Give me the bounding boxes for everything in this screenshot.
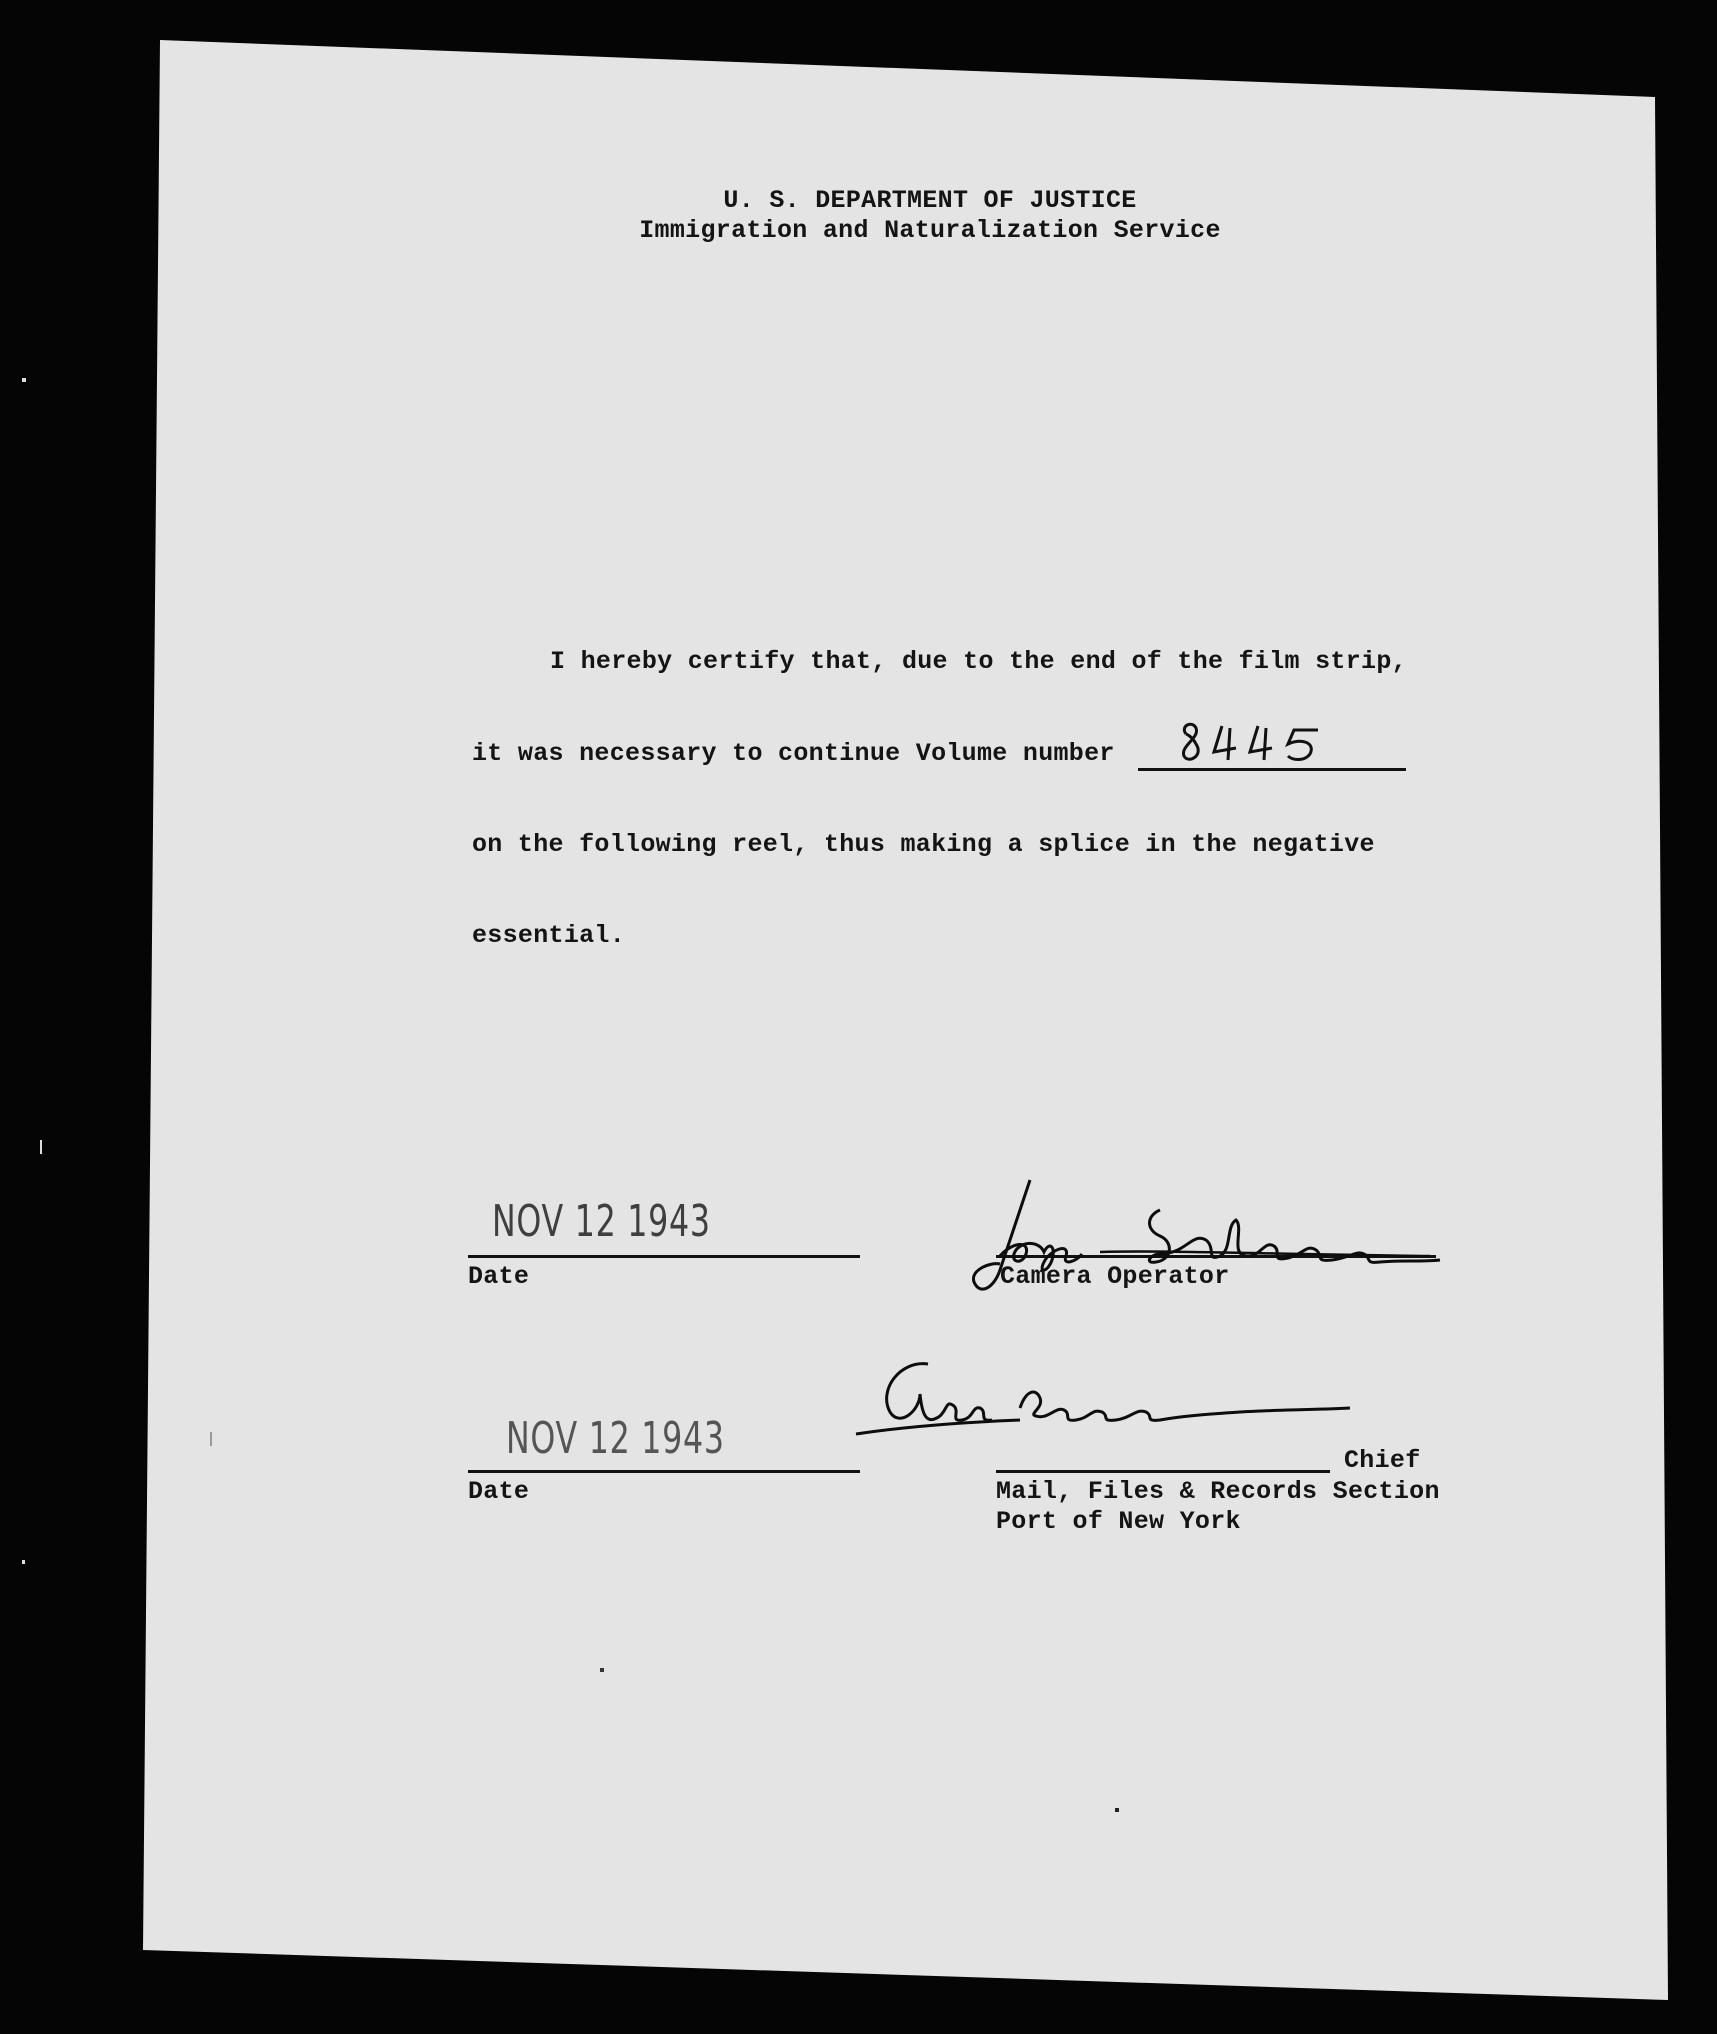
scan-artifact <box>210 1432 212 1446</box>
date-label-1: Date <box>468 1262 530 1291</box>
date-line-1 <box>468 1255 860 1258</box>
scan-artifact <box>600 1668 604 1672</box>
title-chief: Chief <box>1344 1446 1421 1475</box>
certify-line-2: it was necessary to continue Volume number <box>472 739 1115 768</box>
date-stamp-1: NOV 12 1943 <box>492 1196 711 1247</box>
camera-operator-signature <box>960 1170 1450 1310</box>
camera-operator-label: Camera Operator <box>1000 1262 1230 1291</box>
date-stamp-2: NOV 12 1943 <box>506 1413 725 1464</box>
scan-artifact <box>22 378 26 382</box>
title-section: Mail, Files & Records Section <box>996 1477 1440 1506</box>
title-port: Port of New York <box>996 1507 1241 1536</box>
certify-line-1: I hereby certify that, due to the end of the film strip, <box>550 647 1407 676</box>
date-line-2 <box>468 1470 860 1473</box>
certify-line-3: on the following reel, thus making a splice in the negative <box>472 830 1375 859</box>
volume-number-handwritten <box>1170 716 1340 768</box>
chief-signature <box>850 1350 1390 1460</box>
scan-artifact <box>40 1140 42 1154</box>
header-service: Immigration and Naturalization Service <box>639 216 1221 245</box>
date-label-2: Date <box>468 1477 530 1506</box>
scan-artifact <box>22 1560 25 1564</box>
scan-artifact <box>1115 1808 1119 1812</box>
volume-number-underline <box>1138 768 1406 771</box>
certify-line-4: essential. <box>472 921 626 950</box>
chief-signature-line <box>996 1470 1330 1473</box>
header-department: U. S. DEPARTMENT OF JUSTICE <box>723 186 1137 215</box>
